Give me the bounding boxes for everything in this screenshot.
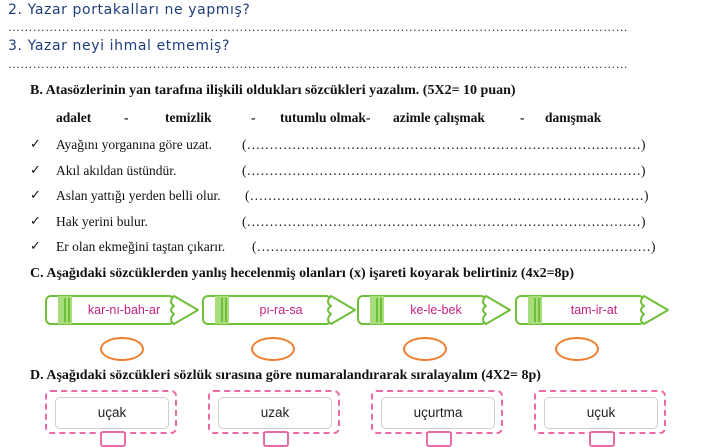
word-bank-item: tutumlu olmak [280,110,366,125]
check-mark-icon: ✓ [30,163,41,178]
proverb-text: Ayağını yorganına göre uzat. [56,137,212,152]
proverb-answer-field[interactable]: (……………………………………………………………………………) [242,214,646,229]
word-bank-item: temizlik [165,110,212,125]
number-box[interactable] [589,431,615,447]
proverb-text: Aslan yattığı yerden belli olur. [56,188,221,203]
answer-line-3[interactable]: …………………………………………………………………………………………………………………………………… [8,57,628,71]
check-mark-icon: ✓ [30,214,41,229]
check-mark-icon: ✓ [30,137,41,152]
word-card [534,390,666,434]
section-b-title: B. Atasözlerinin yan tarafına ilişkili oldukları sözcükleri yazalım. (5X2= 10 puan) [30,83,516,98]
word-bank-item: adalet [56,110,92,125]
proverb-text: Hak yerini bulur. [56,214,148,229]
answer-oval[interactable] [100,337,144,361]
answer-line-2[interactable]: …………………………………………………………………………………………………………………………………… [8,20,628,34]
answer-oval[interactable] [555,337,599,361]
syllable-word: tam-ir-at [570,303,618,317]
word-bank-item: danışmak [545,110,602,125]
proverb-answer-field[interactable]: (……………………………………………………………………………) [242,163,646,178]
check-mark-icon: ✓ [30,239,41,254]
syllable-word: ke-le-bek [410,303,462,317]
word-card [45,390,177,434]
word-card-label: uzak [218,397,332,429]
syllable-word: pı-ra-sa [259,303,303,317]
proverb-text: Er olan ekmeğini taştan çıkarır. [56,239,226,254]
word-card-label: uçurtma [381,397,495,429]
proverb-answer-field[interactable]: (……………………………………………………………………………) [242,137,646,152]
word-card-label: uçak [55,397,169,429]
section-d-title: D. Aşağıdaki sözcükleri sözlük sırasına göre numaralandırarak sıralayalım (4X2= 8p) [30,368,541,383]
question-2: 2. Yazar portakalları ne yapmış? [8,2,251,18]
answer-oval[interactable] [251,337,295,361]
answer-oval[interactable] [403,337,447,361]
section-c-title: C. Aşağıdaki sözcüklerden yanlış hecelenmiş olanları (x) işareti koyarak belirtiniz (4x2=8p) [30,266,574,281]
proverb-answer-field[interactable]: (……………………………………………………………………………) [252,239,656,254]
proverb-answer-field[interactable]: (……………………………………………………………………………) [245,188,649,203]
word-bank-separator: - [366,110,371,125]
question-3: 3. Yazar neyi ihmal etmemiş? [8,38,230,54]
number-box[interactable] [100,431,126,447]
word-card [371,390,503,434]
word-bank-separator: - [124,110,129,125]
word-bank-separator: - [251,110,256,125]
word-card-label: uçuk [544,397,658,429]
syllable-word: kar-nı-bah-ar [87,303,161,317]
check-mark-icon: ✓ [30,188,41,203]
word-bank-separator: - [520,110,525,125]
proverb-text: Akıl akıldan üstündür. [56,163,177,178]
number-box[interactable] [426,431,452,447]
word-card [208,390,340,434]
number-box[interactable] [263,431,289,447]
word-bank-item: azimle çalışmak [393,110,485,125]
